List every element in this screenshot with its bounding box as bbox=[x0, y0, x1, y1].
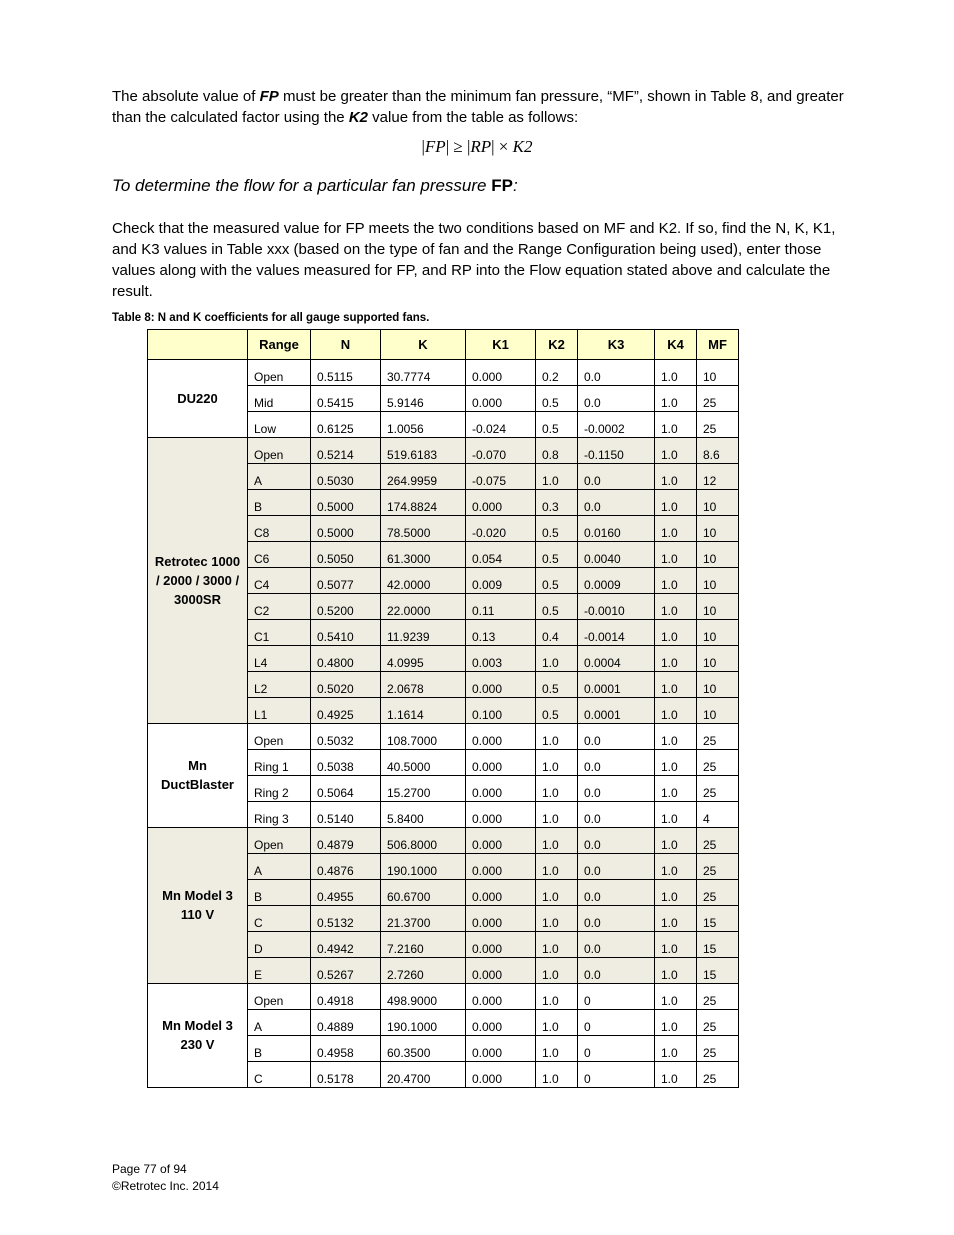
cell-k2: 1.0 bbox=[536, 776, 578, 802]
cell-k1: 0.009 bbox=[466, 568, 536, 594]
cell-k4: 1.0 bbox=[655, 542, 697, 568]
cell-k4: 1.0 bbox=[655, 1010, 697, 1036]
cell-k2: 0.5 bbox=[536, 568, 578, 594]
cell-mf: 8.6 bbox=[697, 438, 739, 464]
cell-n: 0.5410 bbox=[311, 620, 381, 646]
cell-k2: 0.8 bbox=[536, 438, 578, 464]
cell-n: 0.4889 bbox=[311, 1010, 381, 1036]
cell-mf: 25 bbox=[697, 984, 739, 1010]
header-k1: K1 bbox=[466, 330, 536, 360]
cell-k4: 1.0 bbox=[655, 906, 697, 932]
copyright: ©Retrotec Inc. 2014 bbox=[112, 1179, 219, 1193]
header-k3: K3 bbox=[578, 330, 655, 360]
cell-n: 0.4942 bbox=[311, 932, 381, 958]
cell-k1: 0.000 bbox=[466, 776, 536, 802]
cell-k4: 1.0 bbox=[655, 750, 697, 776]
cell-k2: 1.0 bbox=[536, 1010, 578, 1036]
cell-mf: 25 bbox=[697, 1010, 739, 1036]
cell-k3: 0.0 bbox=[578, 932, 655, 958]
cell-k3: 0.0 bbox=[578, 802, 655, 828]
cell-k2: 0.5 bbox=[536, 698, 578, 724]
cell-k: 519.6183 bbox=[381, 438, 466, 464]
page-footer bbox=[112, 1161, 219, 1195]
cell-k4: 1.0 bbox=[655, 698, 697, 724]
cell-k: 264.9959 bbox=[381, 464, 466, 490]
cell-k1: 0.000 bbox=[466, 386, 536, 412]
fan-coefficients-table bbox=[147, 329, 739, 1088]
cell-k1: -0.075 bbox=[466, 464, 536, 490]
cell-k: 5.9146 bbox=[381, 386, 466, 412]
cell-k: 506.8000 bbox=[381, 828, 466, 854]
section-heading: To determine the flow for a particular fan pressure FP: bbox=[112, 176, 518, 195]
cell-k: 190.1000 bbox=[381, 1010, 466, 1036]
cell-k3: -0.0002 bbox=[578, 412, 655, 438]
table-row bbox=[148, 438, 739, 464]
page-number: Page 77 of 94 bbox=[112, 1162, 187, 1176]
cell-k1: 0.000 bbox=[466, 854, 536, 880]
header-k2: K2 bbox=[536, 330, 578, 360]
cell-k: 78.5000 bbox=[381, 516, 466, 542]
cell-k1: 0.000 bbox=[466, 958, 536, 984]
cell-range: B bbox=[248, 1036, 311, 1062]
cell-n: 0.5050 bbox=[311, 542, 381, 568]
cell-k: 190.1000 bbox=[381, 854, 466, 880]
cell-range: Open bbox=[248, 438, 311, 464]
cell-mf: 10 bbox=[697, 672, 739, 698]
cell-mf: 10 bbox=[697, 490, 739, 516]
pressure-inequality-formula: |FP| ≥ |RP| × K2 bbox=[421, 137, 533, 156]
cell-k4: 1.0 bbox=[655, 672, 697, 698]
cell-k4: 1.0 bbox=[655, 724, 697, 750]
cell-k3: -0.1150 bbox=[578, 438, 655, 464]
cell-k: 61.3000 bbox=[381, 542, 466, 568]
cell-mf: 10 bbox=[697, 646, 739, 672]
cell-k3: 0.0 bbox=[578, 490, 655, 516]
cell-k2: 0.5 bbox=[536, 516, 578, 542]
table-caption: Table 8: N and K coefficients for all gauge supported fans. bbox=[112, 312, 430, 324]
cell-n: 0.4879 bbox=[311, 828, 381, 854]
cell-mf: 10 bbox=[697, 698, 739, 724]
cell-mf: 10 bbox=[697, 594, 739, 620]
cell-k2: 1.0 bbox=[536, 854, 578, 880]
cell-range: Ring 1 bbox=[248, 750, 311, 776]
k2-term: K2 bbox=[348, 109, 369, 126]
cell-range: Open bbox=[248, 828, 311, 854]
cell-k: 22.0000 bbox=[381, 594, 466, 620]
cell-n: 0.4800 bbox=[311, 646, 381, 672]
cell-mf: 10 bbox=[697, 568, 739, 594]
cell-k2: 0.5 bbox=[536, 672, 578, 698]
cell-k: 498.9000 bbox=[381, 984, 466, 1010]
cell-k2: 1.0 bbox=[536, 646, 578, 672]
cell-mf: 10 bbox=[697, 542, 739, 568]
cell-k2: 1.0 bbox=[536, 880, 578, 906]
cell-mf: 10 bbox=[697, 620, 739, 646]
cell-k1: 0.100 bbox=[466, 698, 536, 724]
cell-k3: 0 bbox=[578, 1062, 655, 1088]
cell-range: B bbox=[248, 880, 311, 906]
cell-mf: 25 bbox=[697, 776, 739, 802]
cell-k2: 1.0 bbox=[536, 464, 578, 490]
cell-k3: 0.0009 bbox=[578, 568, 655, 594]
cell-k1: 0.13 bbox=[466, 620, 536, 646]
cell-k: 30.7774 bbox=[381, 360, 466, 386]
cell-range: Open bbox=[248, 984, 311, 1010]
cell-k2: 1.0 bbox=[536, 958, 578, 984]
cell-range: C bbox=[248, 1062, 311, 1088]
cell-k: 21.3700 bbox=[381, 906, 466, 932]
cell-k4: 1.0 bbox=[655, 360, 697, 386]
cell-k1: 0.000 bbox=[466, 984, 536, 1010]
cell-range: B bbox=[248, 490, 311, 516]
cell-k4: 1.0 bbox=[655, 646, 697, 672]
cell-k3: 0.0 bbox=[578, 464, 655, 490]
cell-range: Ring 2 bbox=[248, 776, 311, 802]
cell-mf: 15 bbox=[697, 958, 739, 984]
table-header-row bbox=[148, 330, 739, 360]
cell-k4: 1.0 bbox=[655, 1062, 697, 1088]
cell-k3: 0 bbox=[578, 1036, 655, 1062]
cell-mf: 25 bbox=[697, 1062, 739, 1088]
cell-range: C1 bbox=[248, 620, 311, 646]
cell-k3: -0.0014 bbox=[578, 620, 655, 646]
cell-k4: 1.0 bbox=[655, 620, 697, 646]
cell-range: C2 bbox=[248, 594, 311, 620]
cell-range: D bbox=[248, 932, 311, 958]
cell-mf: 25 bbox=[697, 828, 739, 854]
cell-mf: 25 bbox=[697, 750, 739, 776]
table-row bbox=[148, 828, 739, 854]
cell-range: C8 bbox=[248, 516, 311, 542]
table-row bbox=[148, 360, 739, 386]
cell-n: 0.5267 bbox=[311, 958, 381, 984]
cell-k2: 0.5 bbox=[536, 542, 578, 568]
cell-k4: 1.0 bbox=[655, 568, 697, 594]
fan-model-name: Mn Model 3 230 V bbox=[148, 984, 248, 1088]
fan-model-name: Retrotec 1000 / 2000 / 3000 / 3000SR bbox=[148, 438, 248, 724]
cell-k4: 1.0 bbox=[655, 386, 697, 412]
header-k: K bbox=[381, 330, 466, 360]
cell-k4: 1.0 bbox=[655, 984, 697, 1010]
cell-k1: 0.000 bbox=[466, 906, 536, 932]
cell-k4: 1.0 bbox=[655, 594, 697, 620]
cell-k4: 1.0 bbox=[655, 776, 697, 802]
cell-k1: 0.11 bbox=[466, 594, 536, 620]
cell-k3: 0.0160 bbox=[578, 516, 655, 542]
cell-k3: -0.0010 bbox=[578, 594, 655, 620]
cell-n: 0.5140 bbox=[311, 802, 381, 828]
cell-k1: -0.020 bbox=[466, 516, 536, 542]
header-n: N bbox=[311, 330, 381, 360]
cell-k3: 0.0001 bbox=[578, 698, 655, 724]
cell-mf: 15 bbox=[697, 932, 739, 958]
cell-n: 0.5064 bbox=[311, 776, 381, 802]
fan-model-name: Mn DuctBlaster bbox=[148, 724, 248, 828]
cell-k3: 0.0 bbox=[578, 776, 655, 802]
cell-k2: 1.0 bbox=[536, 802, 578, 828]
cell-n: 0.5132 bbox=[311, 906, 381, 932]
cell-k3: 0.0 bbox=[578, 386, 655, 412]
cell-k2: 0.2 bbox=[536, 360, 578, 386]
cell-range: A bbox=[248, 464, 311, 490]
cell-k: 15.2700 bbox=[381, 776, 466, 802]
cell-k2: 1.0 bbox=[536, 750, 578, 776]
cell-k1: 0.000 bbox=[466, 490, 536, 516]
cell-mf: 25 bbox=[697, 1036, 739, 1062]
cell-k1: 0.000 bbox=[466, 750, 536, 776]
cell-mf: 4 bbox=[697, 802, 739, 828]
cell-k: 60.3500 bbox=[381, 1036, 466, 1062]
cell-k: 42.0000 bbox=[381, 568, 466, 594]
cell-k2: 1.0 bbox=[536, 984, 578, 1010]
cell-mf: 25 bbox=[697, 880, 739, 906]
cell-n: 0.5415 bbox=[311, 386, 381, 412]
cell-k: 40.5000 bbox=[381, 750, 466, 776]
cell-k1: 0.054 bbox=[466, 542, 536, 568]
cell-n: 0.4955 bbox=[311, 880, 381, 906]
cell-k2: 0.5 bbox=[536, 386, 578, 412]
cell-k1: 0.000 bbox=[466, 932, 536, 958]
cell-k1: 0.000 bbox=[466, 672, 536, 698]
cell-mf: 25 bbox=[697, 854, 739, 880]
cell-k3: 0.0 bbox=[578, 854, 655, 880]
cell-range: C bbox=[248, 906, 311, 932]
cell-k4: 1.0 bbox=[655, 464, 697, 490]
cell-k1: 0.000 bbox=[466, 360, 536, 386]
cell-k3: 0.0040 bbox=[578, 542, 655, 568]
cell-k3: 0 bbox=[578, 1010, 655, 1036]
instructions-paragraph: Check that the measured value for FP meets the two conditions based on MF and K2. If so, find the N, K, K1, and K3 values in Table xxx (based on the type of fan and the Range Configuration being used), enter those values along with the values measured for FP, and RP into the Flow equation stated above and calculate the result. bbox=[112, 220, 836, 300]
cell-k: 4.0995 bbox=[381, 646, 466, 672]
fan-model-name: Mn Model 3 110 V bbox=[148, 828, 248, 984]
cell-k4: 1.0 bbox=[655, 516, 697, 542]
cell-n: 0.5000 bbox=[311, 516, 381, 542]
cell-range: A bbox=[248, 854, 311, 880]
cell-k4: 1.0 bbox=[655, 1036, 697, 1062]
cell-range: Open bbox=[248, 360, 311, 386]
cell-k4: 1.0 bbox=[655, 854, 697, 880]
cell-k1: 0.003 bbox=[466, 646, 536, 672]
cell-k: 1.1614 bbox=[381, 698, 466, 724]
cell-k: 1.0056 bbox=[381, 412, 466, 438]
cell-k4: 1.0 bbox=[655, 880, 697, 906]
cell-k: 20.4700 bbox=[381, 1062, 466, 1088]
header-k4: K4 bbox=[655, 330, 697, 360]
cell-range: L4 bbox=[248, 646, 311, 672]
cell-k2: 1.0 bbox=[536, 906, 578, 932]
cell-k: 11.9239 bbox=[381, 620, 466, 646]
cell-k3: 0.0 bbox=[578, 750, 655, 776]
cell-n: 0.5030 bbox=[311, 464, 381, 490]
cell-mf: 12 bbox=[697, 464, 739, 490]
cell-k2: 0.3 bbox=[536, 490, 578, 516]
cell-k4: 1.0 bbox=[655, 932, 697, 958]
cell-k2: 1.0 bbox=[536, 932, 578, 958]
cell-n: 0.4958 bbox=[311, 1036, 381, 1062]
cell-k4: 1.0 bbox=[655, 828, 697, 854]
header-mf: MF bbox=[697, 330, 739, 360]
intro-paragraph: The absolute value of FP must be greater than the minimum fan pressure, “MF”, shown in Table 8, and greater than the calculated factor using the K2 value from the table as follows: bbox=[112, 88, 844, 126]
cell-n: 0.4918 bbox=[311, 984, 381, 1010]
cell-k2: 0.4 bbox=[536, 620, 578, 646]
cell-n: 0.6125 bbox=[311, 412, 381, 438]
cell-k1: 0.000 bbox=[466, 880, 536, 906]
cell-k3: 0.0 bbox=[578, 360, 655, 386]
cell-mf: 25 bbox=[697, 412, 739, 438]
fan-model-name: DU220 bbox=[148, 360, 248, 438]
cell-k1: 0.000 bbox=[466, 1062, 536, 1088]
cell-k4: 1.0 bbox=[655, 958, 697, 984]
cell-range: L1 bbox=[248, 698, 311, 724]
cell-k2: 1.0 bbox=[536, 828, 578, 854]
cell-k2: 0.5 bbox=[536, 412, 578, 438]
cell-mf: 25 bbox=[697, 386, 739, 412]
header-fan bbox=[148, 330, 248, 360]
cell-k: 108.7000 bbox=[381, 724, 466, 750]
cell-k1: 0.000 bbox=[466, 724, 536, 750]
cell-k1: 0.000 bbox=[466, 828, 536, 854]
cell-mf: 15 bbox=[697, 906, 739, 932]
cell-range: Open bbox=[248, 724, 311, 750]
cell-k1: -0.024 bbox=[466, 412, 536, 438]
cell-k2: 1.0 bbox=[536, 724, 578, 750]
cell-k: 7.2160 bbox=[381, 932, 466, 958]
cell-mf: 25 bbox=[697, 724, 739, 750]
cell-range: Mid bbox=[248, 386, 311, 412]
cell-k3: 0 bbox=[578, 984, 655, 1010]
table-row bbox=[148, 984, 739, 1010]
cell-n: 0.5214 bbox=[311, 438, 381, 464]
cell-n: 0.4925 bbox=[311, 698, 381, 724]
cell-k3: 0.0 bbox=[578, 880, 655, 906]
cell-k1: 0.000 bbox=[466, 1010, 536, 1036]
cell-k2: 1.0 bbox=[536, 1062, 578, 1088]
cell-range: A bbox=[248, 1010, 311, 1036]
cell-range: Low bbox=[248, 412, 311, 438]
cell-k3: 0.0 bbox=[578, 958, 655, 984]
fp-term: FP bbox=[259, 88, 279, 105]
cell-range: C6 bbox=[248, 542, 311, 568]
cell-n: 0.5178 bbox=[311, 1062, 381, 1088]
cell-n: 0.5038 bbox=[311, 750, 381, 776]
cell-n: 0.4876 bbox=[311, 854, 381, 880]
cell-k4: 1.0 bbox=[655, 412, 697, 438]
cell-k: 174.8824 bbox=[381, 490, 466, 516]
cell-range: E bbox=[248, 958, 311, 984]
cell-range: L2 bbox=[248, 672, 311, 698]
cell-mf: 10 bbox=[697, 516, 739, 542]
cell-n: 0.5020 bbox=[311, 672, 381, 698]
cell-k4: 1.0 bbox=[655, 802, 697, 828]
cell-k1: -0.070 bbox=[466, 438, 536, 464]
cell-n: 0.5200 bbox=[311, 594, 381, 620]
cell-range: C4 bbox=[248, 568, 311, 594]
cell-n: 0.5000 bbox=[311, 490, 381, 516]
cell-k3: 0.0 bbox=[578, 724, 655, 750]
cell-k2: 0.5 bbox=[536, 594, 578, 620]
cell-k4: 1.0 bbox=[655, 438, 697, 464]
cell-k3: 0.0001 bbox=[578, 672, 655, 698]
cell-k1: 0.000 bbox=[466, 1036, 536, 1062]
cell-k: 5.8400 bbox=[381, 802, 466, 828]
header-range: Range bbox=[248, 330, 311, 360]
cell-mf: 10 bbox=[697, 360, 739, 386]
cell-k3: 0.0004 bbox=[578, 646, 655, 672]
cell-k3: 0.0 bbox=[578, 828, 655, 854]
cell-k: 2.7260 bbox=[381, 958, 466, 984]
cell-range: Ring 3 bbox=[248, 802, 311, 828]
cell-k: 2.0678 bbox=[381, 672, 466, 698]
cell-k: 60.6700 bbox=[381, 880, 466, 906]
cell-k3: 0.0 bbox=[578, 906, 655, 932]
cell-k2: 1.0 bbox=[536, 1036, 578, 1062]
cell-n: 0.5032 bbox=[311, 724, 381, 750]
cell-k4: 1.0 bbox=[655, 490, 697, 516]
table-row bbox=[148, 724, 739, 750]
cell-n: 0.5077 bbox=[311, 568, 381, 594]
cell-k1: 0.000 bbox=[466, 802, 536, 828]
cell-n: 0.5115 bbox=[311, 360, 381, 386]
